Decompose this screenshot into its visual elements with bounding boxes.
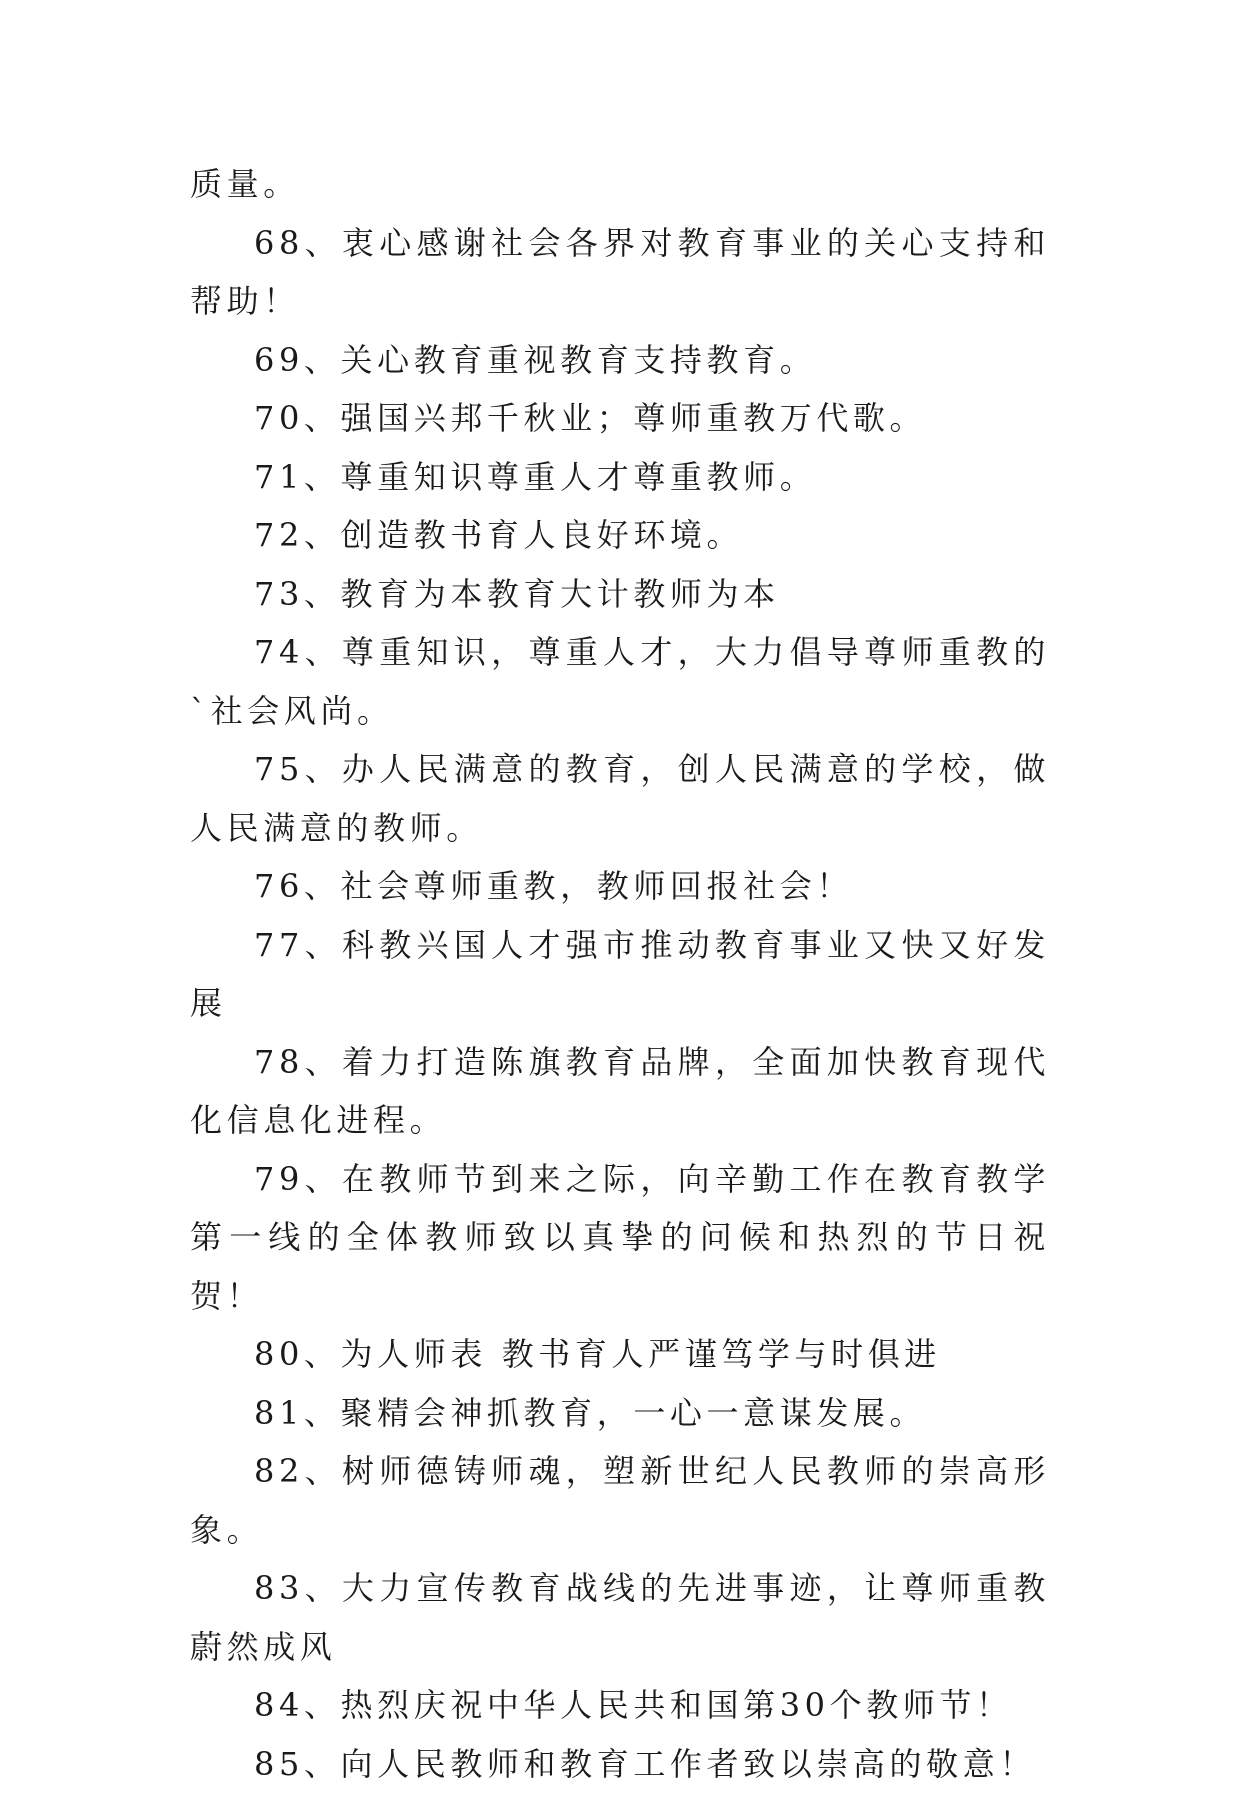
- slogan-item: 79、在教师节到来之际，向辛勤工作在教育教学第一线的全体教师致以真挚的问候和热烈的节日祝贺！: [190, 1150, 1050, 1326]
- slogan-item: 75、办人民满意的教育，创人民满意的学校，做人民满意的教师。: [190, 740, 1050, 857]
- slogan-item: 70、强国兴邦千秋业；尊师重教万代歌。: [190, 389, 1050, 448]
- slogan-item: 69、关心教育重视教育支持教育。: [190, 331, 1050, 390]
- slogan-item: 82、树师德铸师魂，塑新世纪人民教师的崇高形象。: [190, 1442, 1050, 1559]
- slogan-item: 78、着力打造陈旗教育品牌，全面加快教育现代化信息化进程。: [190, 1033, 1050, 1150]
- slogan-item: 76、社会尊师重教，教师回报社会！: [190, 857, 1050, 916]
- paragraph: 质量。: [190, 155, 1050, 214]
- slogan-item: 84、热烈庆祝中华人民共和国第30个教师节！: [190, 1676, 1050, 1735]
- slogan-item: 85、向人民教师和教育工作者致以崇高的敬意！: [190, 1735, 1050, 1793]
- document-body: [190, 155, 1050, 1793]
- slogan-item: 81、聚精会神抓教育，一心一意谋发展。: [190, 1384, 1050, 1443]
- slogan-item: 74、尊重知识，尊重人才，大力倡导尊师重教的`社会风尚。: [190, 623, 1050, 740]
- slogan-item: 68、衷心感谢社会各界对教育事业的关心支持和帮助！: [190, 214, 1050, 331]
- slogan-item: 80、为人师表 教书育人严谨笃学与时俱进: [190, 1325, 1050, 1384]
- slogan-item: 71、尊重知识尊重人才尊重教师。: [190, 448, 1050, 507]
- slogan-item: 73、教育为本教育大计教师为本: [190, 565, 1050, 624]
- slogan-item: 83、大力宣传教育战线的先进事迹，让尊师重教蔚然成风: [190, 1559, 1050, 1676]
- slogan-item: 72、创造教书育人良好环境。: [190, 506, 1050, 565]
- slogan-item: 77、科教兴国人才强市推动教育事业又快又好发展: [190, 916, 1050, 1033]
